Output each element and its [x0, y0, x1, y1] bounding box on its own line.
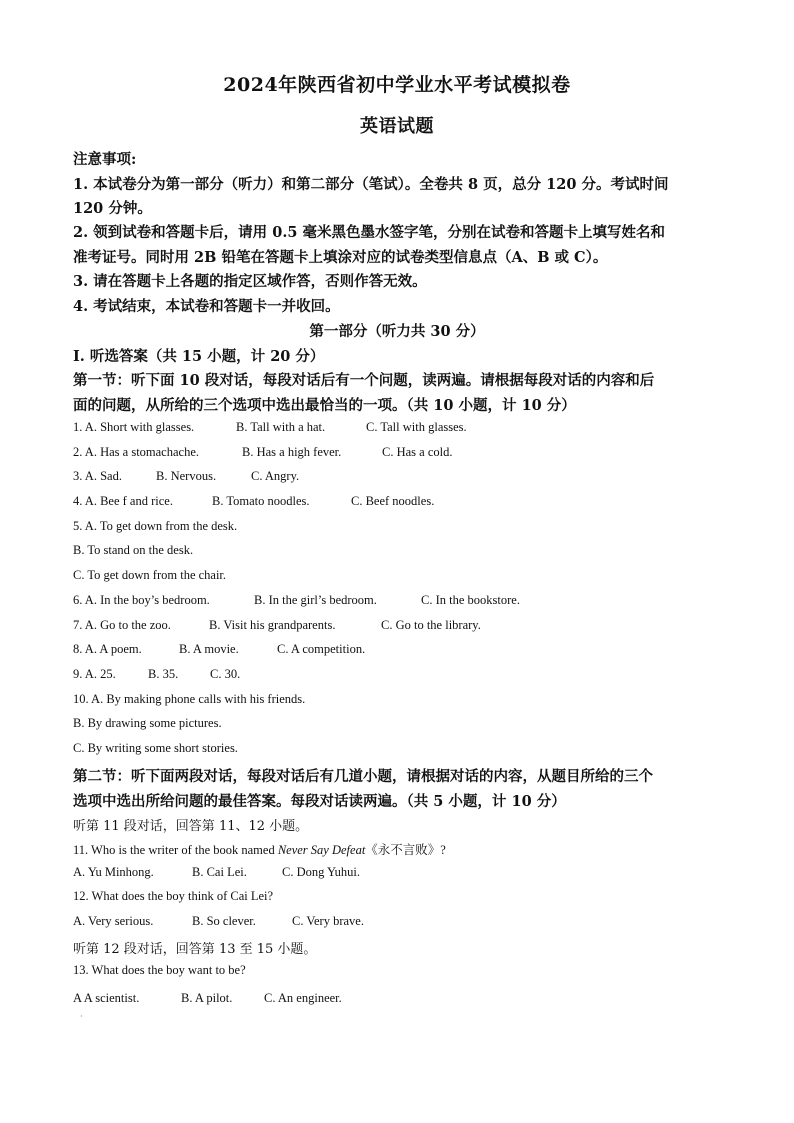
question-13: 13. What does the boy want to be?	[73, 963, 246, 977]
option-b: B. A pilot.	[181, 991, 233, 1005]
option-c: C. Has a cold.	[382, 445, 453, 459]
question-6	[73, 593, 520, 608]
notice-item-1-cont: 120 分钟。	[73, 200, 152, 217]
scan-mark: ·	[80, 1012, 83, 1021]
question-2	[73, 445, 452, 460]
question-4	[73, 494, 434, 509]
option-b: B. Has a high fever.	[242, 445, 342, 459]
option-b: B. Visit his grandparents.	[209, 618, 336, 632]
option-c: C. A competition.	[277, 642, 366, 656]
option-b: B. So clever.	[192, 914, 256, 928]
notice-item-4: 4. 考试结束，本试卷和答题卡一并收回。	[73, 298, 340, 315]
option-a: 3. A. Sad.	[73, 469, 122, 483]
question-11-text-end: 《永不言败》?	[365, 843, 446, 857]
question-3	[73, 469, 299, 484]
option-b: B. Cai Lei.	[192, 865, 247, 879]
subsection-1-instructions-cont: 面的问题，从所给的三个选项中选出最恰当的一项。（共 10 小题，计 10 分）	[73, 397, 576, 414]
subsection-2-instructions: 第二节：听下面两段对话，每段对话后有几道小题，请根据对话的内容，从题目所给的三个	[73, 768, 653, 785]
option-a: 6. A. In the boy’s bedroom.	[73, 593, 210, 607]
option-c: C. Very brave.	[292, 914, 364, 928]
notice-heading: 注意事项:	[73, 151, 137, 168]
option-b: B. Tomato noodles.	[212, 494, 310, 508]
question-5-option-c: C. To get down from the chair.	[73, 568, 227, 582]
exam-subtitle: 英语试题	[360, 116, 434, 137]
option-c: C. Dong Yuhui.	[282, 865, 361, 879]
option-a: A A scientist.	[73, 991, 140, 1005]
question-12-options	[73, 914, 364, 929]
option-a: 8. A. A poem.	[73, 642, 142, 656]
option-a: 1. A. Short with glasses.	[73, 420, 195, 434]
question-10-option-c: C. By writing some short stories.	[73, 741, 238, 755]
question-11	[73, 840, 446, 858]
question-10-option-a: 10. A. By making phone calls with his friends.	[73, 692, 306, 706]
book-title: Never Say Defeat	[277, 843, 366, 857]
option-b: B. A movie.	[179, 642, 239, 656]
question-1	[73, 420, 467, 435]
notice-item-3: 3. 请在答题卡上各题的指定区域作答，否则作答无效。	[73, 273, 427, 290]
option-b: B. Tall with a hat.	[236, 420, 326, 434]
option-a: 7. A. Go to the zoo.	[73, 618, 171, 632]
notice-item-2: 2. 领到试卷和答题卡后，请用 0.5 毫米黑色墨水签字笔，分别在试卷和答题卡上填写姓名和	[73, 224, 666, 241]
exam-title: 2024年陕西省初中学业水平考试模拟卷	[223, 74, 571, 96]
question-10-option-b: B. By drawing some pictures.	[73, 716, 222, 730]
question-11-text: 11. Who is the writer of the book named	[73, 843, 278, 857]
notice-item-2-cont: 准考证号。同时用 2B 铅笔在答题卡上填涂对应的试卷类型信息点（A、B 或 C）。	[73, 249, 608, 266]
option-c: C. Angry.	[251, 469, 300, 483]
question-9	[73, 667, 240, 682]
subsection-2-instructions-cont: 选项中选出所给问题的最佳答案。每段对话读两遍。（共 5 小题，计 10 分）	[73, 793, 566, 810]
option-c: C. 30.	[210, 667, 241, 681]
option-b: B. In the girl’s bedroom.	[254, 593, 377, 607]
option-a: 2. A. Has a stomachache.	[73, 445, 200, 459]
question-13-options	[73, 991, 342, 1006]
option-a: 4. A. Bee f and rice.	[73, 494, 173, 508]
option-c: C. Tall with glasses.	[366, 420, 467, 434]
notice-item-1: 1. 本试卷分为第一部分（听力）和第二部分（笔试）。全卷共 8 页，总分 120 分。考试时间	[73, 176, 669, 193]
section-heading: I. 听选答案（共 15 小题，计 20 分）	[73, 348, 325, 365]
option-c: C. In the bookstore.	[421, 593, 520, 607]
dialogue-12-prompt: 听第 12 段对话，回答第 13 至 15 小题。	[73, 942, 317, 957]
part-heading: 第一部分（听力共 30 分）	[309, 323, 485, 340]
option-a: 9. A. 25.	[73, 667, 116, 681]
option-c: C. An engineer.	[264, 991, 342, 1005]
question-8	[73, 642, 365, 657]
question-5-option-b: B. To stand on the desk.	[73, 543, 194, 557]
option-b: B. Nervous.	[156, 469, 217, 483]
option-c: C. Go to the library.	[381, 618, 481, 632]
question-7	[73, 618, 481, 633]
question-5-option-a: 5. A. To get down from the desk.	[73, 519, 238, 533]
subsection-1-instructions: 第一节：听下面 10 段对话，每段对话后有一个问题，读两遍。请根据每段对话的内容和后	[73, 372, 655, 389]
question-12: 12. What does the boy think of Cai Lei?	[73, 889, 274, 903]
dialogue-11-prompt: 听第 11 段对话，回答第 11、12 小题。	[73, 819, 309, 834]
option-a: A. Yu Minhong.	[73, 865, 154, 879]
option-c: C. Beef noodles.	[351, 494, 435, 508]
question-11-options	[73, 865, 360, 880]
option-a: A. Very serious.	[73, 914, 154, 928]
option-b: B. 35.	[148, 667, 179, 681]
